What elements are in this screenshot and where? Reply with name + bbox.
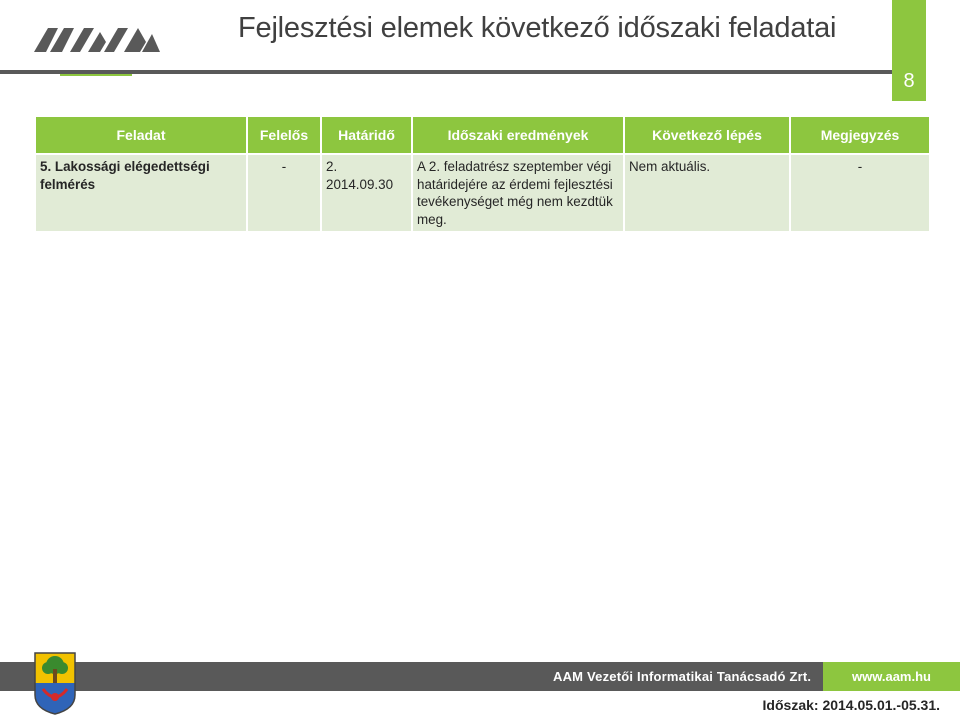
- page-number-tab: [892, 0, 926, 101]
- column-header-feladat: Feladat: [35, 116, 247, 154]
- column-header-kovetkezo: Következő lépés: [624, 116, 790, 154]
- cell-megjegyzes: -: [790, 154, 930, 232]
- footer-company-name: AAM Vezetői Informatikai Tanácsadó Zrt.: [553, 669, 812, 684]
- task-table: [34, 115, 931, 233]
- footer-url: www.aam.hu: [852, 669, 931, 684]
- table-row: [35, 154, 930, 232]
- cell-felelos: -: [247, 154, 321, 232]
- page-title: Fejlesztési elemek következő időszaki feladatai: [238, 12, 837, 44]
- cell-hatarido: 2. 2014.09.30: [321, 154, 412, 232]
- header-rule: [0, 70, 892, 74]
- coat-of-arms-icon: [33, 651, 77, 715]
- footer-url-box: [823, 662, 960, 691]
- cell-feladat: 5. Lakossági elégedettségi felmérés: [35, 154, 247, 232]
- column-header-felelos: Felelős: [247, 116, 321, 154]
- cell-eredmenyek: A 2. feladatrész szeptember végi határidejére az érdemi fejlesztési tevékenységet még nem kezdtük meg.: [412, 154, 624, 232]
- footer-band: [0, 662, 960, 691]
- column-header-eredmenyek: Időszaki eredmények: [412, 116, 624, 154]
- column-header-megjegyzes: Megjegyzés: [790, 116, 930, 154]
- page-number: 8: [903, 70, 915, 92]
- period-label: Időszak: 2014.05.01.-05.31.: [762, 697, 940, 713]
- table-header-row: [35, 116, 930, 154]
- column-header-hatarido: Határidő: [321, 116, 412, 154]
- cell-kovetkezo: Nem aktuális.: [624, 154, 790, 232]
